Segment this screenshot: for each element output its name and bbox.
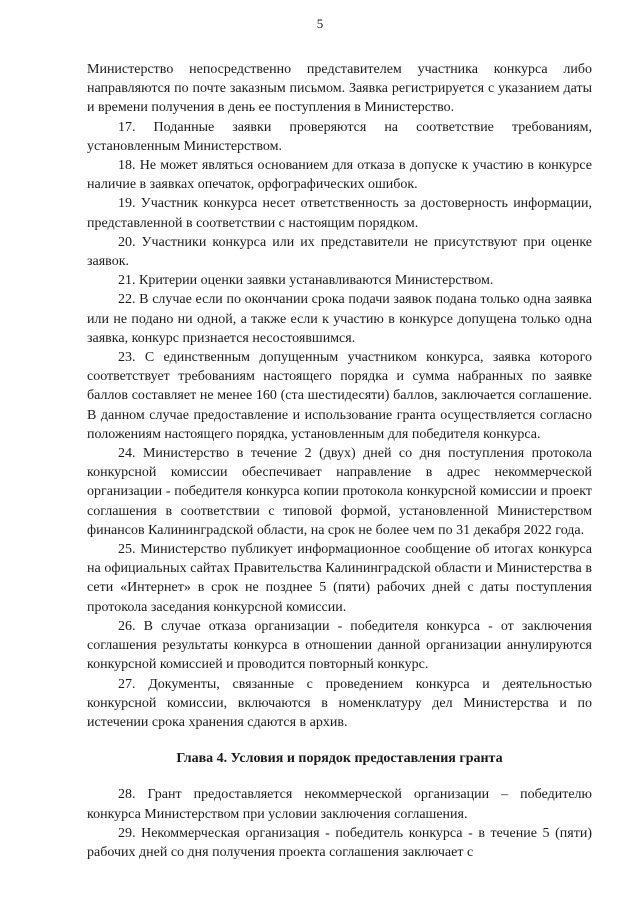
paragraph-29: 29. Некоммерческая организация - победитель конкурса - в течение 5 (пяти) рабочих дней со дня получения проекта соглашения заключает с <box>87 825 592 860</box>
paragraph-28: 28. Грант предоставляется некоммерческой организации – победителю конкурса Министерством при условии заключения соглашения. <box>87 787 592 822</box>
paragraph-24: 24. Министерство в течение 2 (двух) дней со дня поступления протокола конкурсной комиссии обеспечивает направление в адрес некоммерческой организации - победителя конкурса копии протокола конкурсной комиссии и проект соглашения в соответствии с типовой формой, установленной Министерством финансов Калининградской области, на срок не более чем по 31 декабря 2022 года. <box>87 446 592 538</box>
paragraph-20: 20. Участники конкурса или их представители не присутствуют при оценке заявок. <box>87 234 592 270</box>
paragraph-19: 19. Участник конкурса несет ответственность за достоверность информации, представленной в соответствии с настоящим порядком. <box>87 196 592 231</box>
paragraph-23: 23. С единственным допущенным участником конкурса, заявка которого соответствует требованиям настоящего порядка и сумма набранных по заявке баллов составляет не менее 160 (ста шестидесяти) баллов, заключается соглашение. В данном случае предоставление и использование гранта осуществляется согласно положениям настоящего порядка, установленным для победителя конкурса. <box>87 350 592 442</box>
paragraph-27: 27. Документы, связанные с проведением конкурса и деятельностью конкурсной комиссии, включаются в номенклатуру дел Министерства и по истечении срока хранения сдаются в архив. <box>87 676 592 730</box>
document-body <box>87 60 592 862</box>
page-number: 5 <box>316 16 324 31</box>
chapter-heading: Глава 4. Условия и порядок предоставления гранта <box>176 751 503 767</box>
paragraph-continuation: Министерство непосредственно представителем участника конкурса либо направляются по почте заказным письмом. Заявка регистрируется с указанием даты и времени получения в день ее поступления в Министерство. <box>87 62 592 116</box>
paragraph-25: 25. Министерство публикует информационное сообщение об итогах конкурса на официальных сайтах Правительства Калининградской области и Министерства в сети «Интернет» в срок не позднее 5 (пяти) рабочих дней с даты поступления протокола заседания конкурсной комиссии. <box>87 542 592 615</box>
paragraph-17: 17. Поданные заявки проверяются на соответствие требованиям, установленным Министерством. <box>87 119 592 154</box>
paragraph-22: 22. В случае если по окончании срока подачи заявок подана только одна заявка или не подано ни одной, а также если к участию в конкурсе допущена только одна заявка, конкурс признается несостоявшимся. <box>87 292 592 346</box>
paragraph-26: 26. В случае отказа организации - победителя конкурса - от заключения соглашения результаты конкурса в отношении данной организации аннулируются конкурсной комиссией и проводится повторный конкурс. <box>87 618 592 673</box>
paragraph-18: 18. Не может являться основанием для отказа в допуске к участию в конкурсе наличие в заявках опечаток, орфографических ошибок. <box>87 158 592 193</box>
paragraph-21: 21. Критерии оценки заявки устанавливаются Министерством. <box>118 273 494 289</box>
